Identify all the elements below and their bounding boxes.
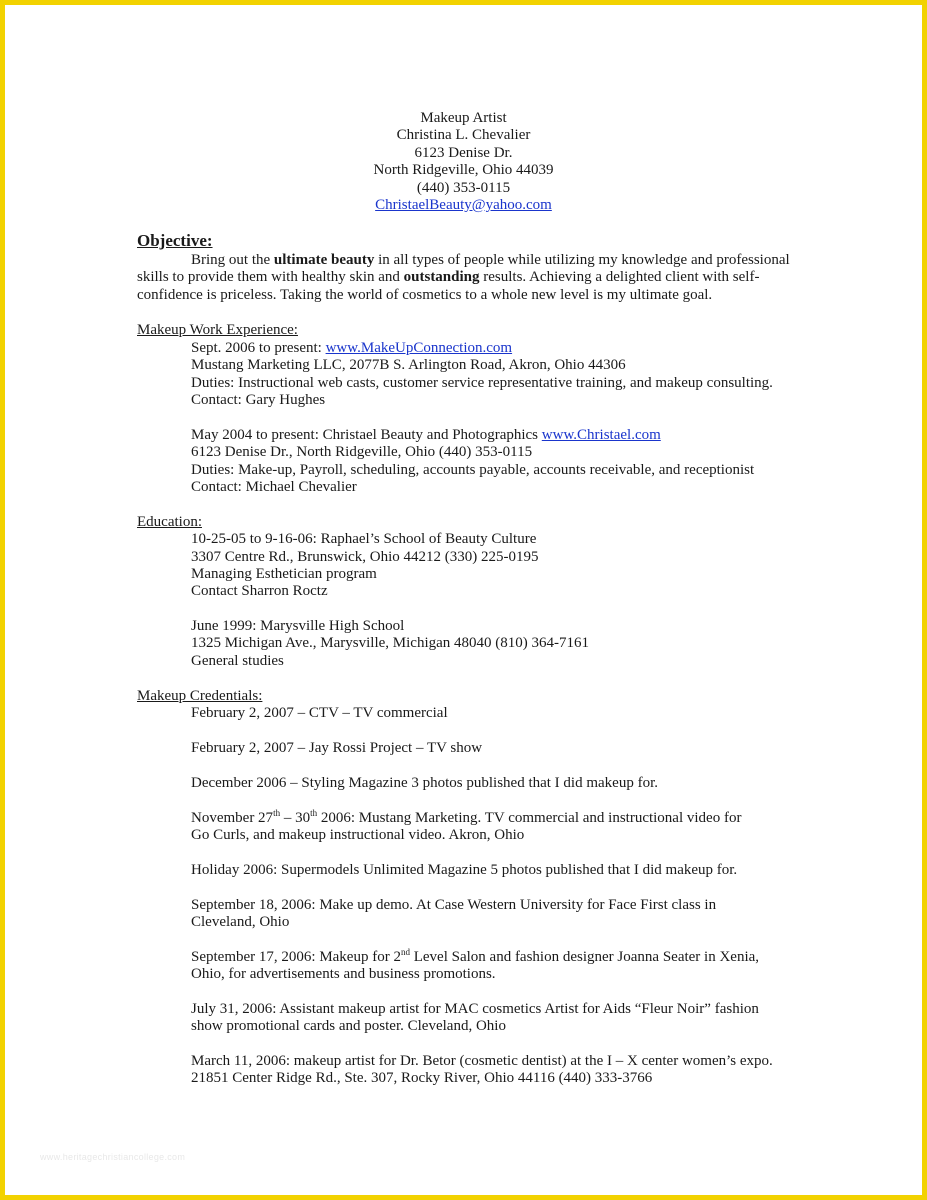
credential-item: March 11, 2006: makeup artist for Dr. Betor (cosmetic dentist) at the I – X center women’s expo.: [191, 1053, 773, 1069]
credential-item-continued: Go Curls, and makeup instructional video. Akron, Ohio: [191, 827, 525, 843]
document-title: Makeup Artist: [420, 110, 507, 126]
credential-text: 2006: Mustang Marketing. TV commercial and instructional video for: [317, 810, 742, 826]
objective-text-part: Bring out the: [191, 252, 274, 268]
objective-text-part: results. Achieving a delighted client with self-: [479, 269, 760, 286]
job-2-address: 6123 Denise Dr., North Ridgeville, Ohio (440) 353-0115: [191, 444, 533, 460]
credential-text: – 30: [280, 810, 311, 826]
credential-text: Level Salon and fashion designer Joanna Seater in Xenia,: [409, 949, 760, 965]
work-experience-heading: Makeup Work Experience:: [137, 322, 298, 338]
credential-item: [191, 949, 759, 966]
credential-item: [191, 810, 741, 827]
phone-number: (440) 353-0115: [416, 179, 511, 196]
credential-item: February 2, 2007 – CTV – TV commercial: [191, 705, 448, 721]
city-state-zip: North Ridgeville, Ohio 44039: [373, 162, 554, 179]
watermark-text: www.heritagechristiancollege.com: [40, 1152, 186, 1162]
school-1-contact: Contact Sharron Roctz: [191, 583, 328, 599]
job-2-duties: Duties: Make-up, Payroll, scheduling, accounts payable, accounts receivable, and receptionist: [191, 462, 755, 478]
credential-item-continued: 21851 Center Ridge Rd., Ste. 307, Rocky River, Ohio 44116 (440) 333-3766: [191, 1070, 653, 1086]
email-link[interactable]: ChristaelBeauty@yahoo.com: [375, 196, 552, 213]
christael-link[interactable]: www.Christael.com: [541, 427, 661, 443]
contact-header: [0, 110, 927, 214]
credential-item-continued: show promotional cards and poster. Cleveland, Ohio: [191, 1018, 506, 1034]
credential-item-continued: Ohio, for advertisements and business promotions.: [191, 966, 496, 982]
school-2-dates: June 1999: Marysville High School: [191, 618, 405, 634]
street-address: 6123 Denise Dr.: [414, 144, 513, 161]
job-2-dates: [191, 427, 661, 444]
objective-text-line: confidence is priceless. Taking the world of cosmetics to a whole new level is my ultimate goal.: [137, 286, 713, 303]
credential-item: February 2, 2007 – Jay Rossi Project – TV show: [191, 740, 483, 756]
job-1-date-text: Sept. 2006 to present:: [191, 340, 326, 356]
job-2-date-text: May 2004 to present: Christael Beauty and Photographics: [191, 427, 542, 443]
job-1-duties: Duties: Instructional web casts, customer service representative training, and makeup consulting.: [191, 375, 773, 391]
school-1-address: 3307 Centre Rd., Brunswick, Ohio 44212 (330) 225-0195: [191, 549, 539, 565]
credential-item-continued: Cleveland, Ohio: [191, 914, 290, 930]
credential-item: Holiday 2006: Supermodels Unlimited Magazine 5 photos published that I did makeup for.: [191, 862, 738, 878]
school-2-address: 1325 Michigan Ave., Marysville, Michigan 48040 (810) 364-7161: [191, 635, 589, 651]
credentials-heading: Makeup Credentials:: [137, 688, 263, 704]
applicant-name: Christina L. Chevalier: [396, 127, 531, 144]
credential-item: December 2006 – Styling Magazine 3 photos published that I did makeup for.: [191, 775, 658, 791]
credential-item: July 31, 2006: Assistant makeup artist for MAC cosmetics Artist for Aids “Fleur Noir” fashion: [191, 1001, 759, 1017]
education-heading: Education:: [137, 514, 202, 530]
credential-text: September 17, 2006: Makeup for 2: [191, 949, 401, 965]
job-2-contact: Contact: Michael Chevalier: [191, 479, 357, 495]
credential-text: November 27: [191, 810, 274, 826]
job-1-employer: Mustang Marketing LLC, 2077B S. Arlington Road, Akron, Ohio 44306: [191, 357, 626, 373]
school-1-program: Managing Esthetician program: [191, 566, 377, 582]
makeupconnection-link[interactable]: www.MakeUpConnection.com: [325, 340, 513, 356]
objective-text: [137, 252, 797, 304]
objective-text-part: skills to provide them with healthy skin and: [137, 269, 404, 286]
objective-emphasis: outstanding: [403, 269, 480, 286]
ordinal-suffix: nd: [400, 947, 410, 957]
ordinal-suffix: th: [273, 808, 281, 818]
ordinal-suffix: th: [310, 808, 318, 818]
job-1-contact: Contact: Gary Hughes: [191, 392, 326, 408]
objective-emphasis: ultimate beauty: [273, 252, 375, 268]
school-1-dates: 10-25-05 to 9-16-06: Raphael’s School of Beauty Culture: [191, 531, 537, 547]
job-1-dates: [191, 340, 512, 357]
objective-heading: Objective:: [137, 231, 213, 250]
school-2-program: General studies: [191, 653, 284, 669]
credential-item: September 18, 2006: Make up demo. At Case Western University for Face First class in: [191, 897, 717, 913]
objective-text-part: in all types of people while utilizing my knowledge and professional: [374, 252, 790, 268]
